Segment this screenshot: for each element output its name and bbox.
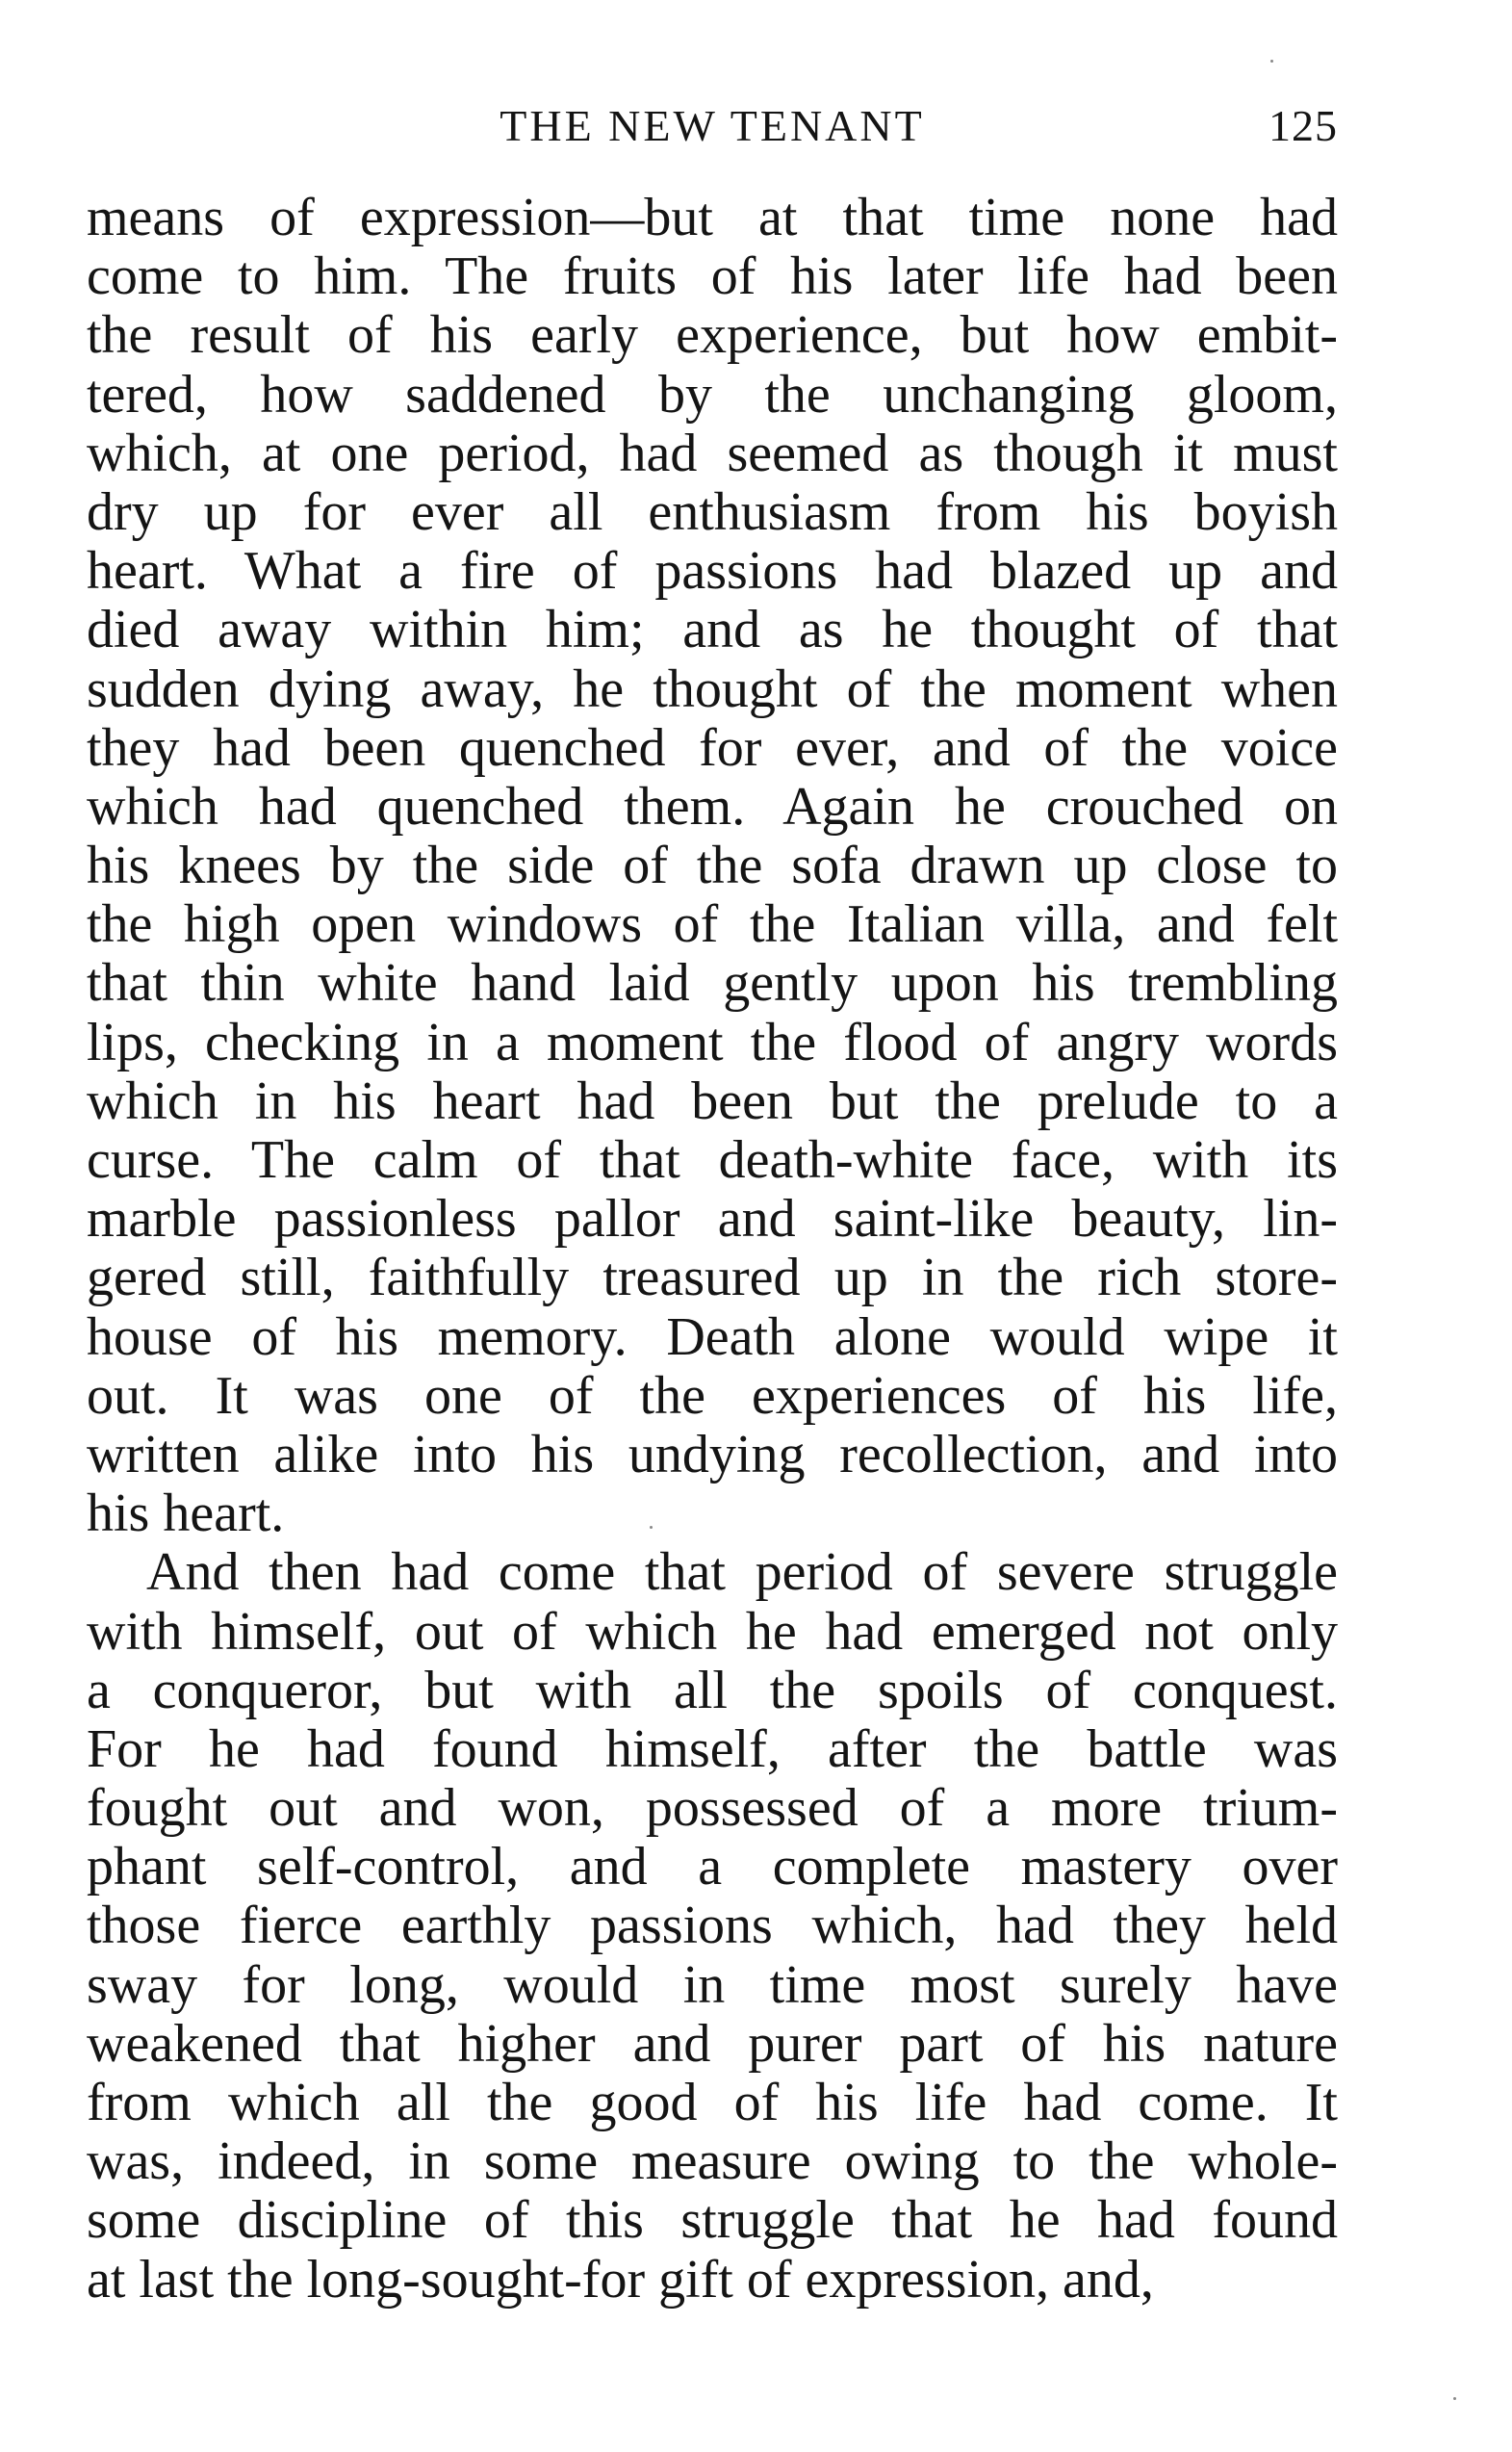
text-line: a conqueror, but with all the spoils of conquest. xyxy=(87,1660,1338,1720)
text-line: died away within him; and as he thought of that xyxy=(87,600,1338,660)
text-line: that thin white hand laid gently upon his trembling xyxy=(87,953,1338,1014)
text-line: curse. The calm of that death-white face, with its xyxy=(87,1130,1338,1190)
body-text xyxy=(87,189,1338,2310)
text-line: his heart. xyxy=(87,1484,285,1544)
text-line: For he had found himself, after the battle was xyxy=(87,1718,1338,1779)
running-head xyxy=(87,92,1338,160)
text-line: with himself, out of which he had emerged not only xyxy=(87,1601,1338,1662)
text-line: the result of his early experience, but how embit- xyxy=(87,305,1338,366)
text-line: come to him. The fruits of his later life had been xyxy=(87,246,1338,307)
text-line: weakened that higher and purer part of his nature xyxy=(87,2013,1338,2074)
print-speck xyxy=(650,1526,653,1529)
text-line: from which all the good of his life had come. It xyxy=(87,2073,1338,2132)
text-line: phant self-control, and a complete mastery over xyxy=(87,1837,1338,1897)
text-line: lips, checking in a moment the flood of angry words xyxy=(87,1012,1338,1072)
text-line: And then had come that period of severe struggle xyxy=(146,1542,1338,1603)
print-speck xyxy=(1453,2397,1456,2400)
text-line: fought out and won, possessed of a more trium- xyxy=(87,1778,1338,1839)
text-line: they had been quenched for ever, and of the voice xyxy=(87,717,1338,778)
running-title: THE NEW TENANT xyxy=(500,101,925,150)
text-line: which had quenched them. Again he crouched on xyxy=(87,776,1338,837)
text-line: gered still, faithfully treasured up in the rich store- xyxy=(87,1248,1338,1308)
text-line: written alike into his undying recollection, and into xyxy=(87,1424,1338,1484)
text-line: house of his memory. Death alone would wipe it xyxy=(87,1306,1338,1367)
text-line: sudden dying away, he thought of the moment when xyxy=(87,658,1338,719)
text-line: out. It was one of the experiences of his life, xyxy=(87,1365,1338,1426)
text-line: which in his heart had been but the prelude to a xyxy=(87,1071,1338,1131)
text-line: was, indeed, in some measure owing to the whole- xyxy=(87,2131,1338,2192)
print-speck xyxy=(1270,60,1273,63)
text-line: tered, how saddened by the unchanging gloom, xyxy=(87,364,1338,425)
text-line: some discipline of this struggle that he had found xyxy=(87,2190,1338,2251)
text-line: sway for long, would in time most surely have xyxy=(87,1954,1338,2015)
text-line: at last the long-sought-for gift of expression, and, xyxy=(87,2249,1154,2310)
text-line: those fierce earthly passions which, had they held xyxy=(87,1896,1338,1956)
text-line: dry up for ever all enthusiasm from his boyish xyxy=(87,481,1338,542)
text-line: marble passionless pallor and saint-like beauty, lin- xyxy=(87,1189,1338,1250)
page-number: 125 xyxy=(1269,101,1338,150)
text-line: heart. What a fire of passions had blazed up and xyxy=(87,541,1338,602)
text-line: means of expression—but at that time none had xyxy=(87,188,1338,247)
text-line: his knees by the side of the sofa drawn up close to xyxy=(87,836,1338,896)
text-line: the high open windows of the Italian villa, and felt xyxy=(87,894,1338,955)
text-line: which, at one period, had seemed as though it must xyxy=(87,423,1338,483)
